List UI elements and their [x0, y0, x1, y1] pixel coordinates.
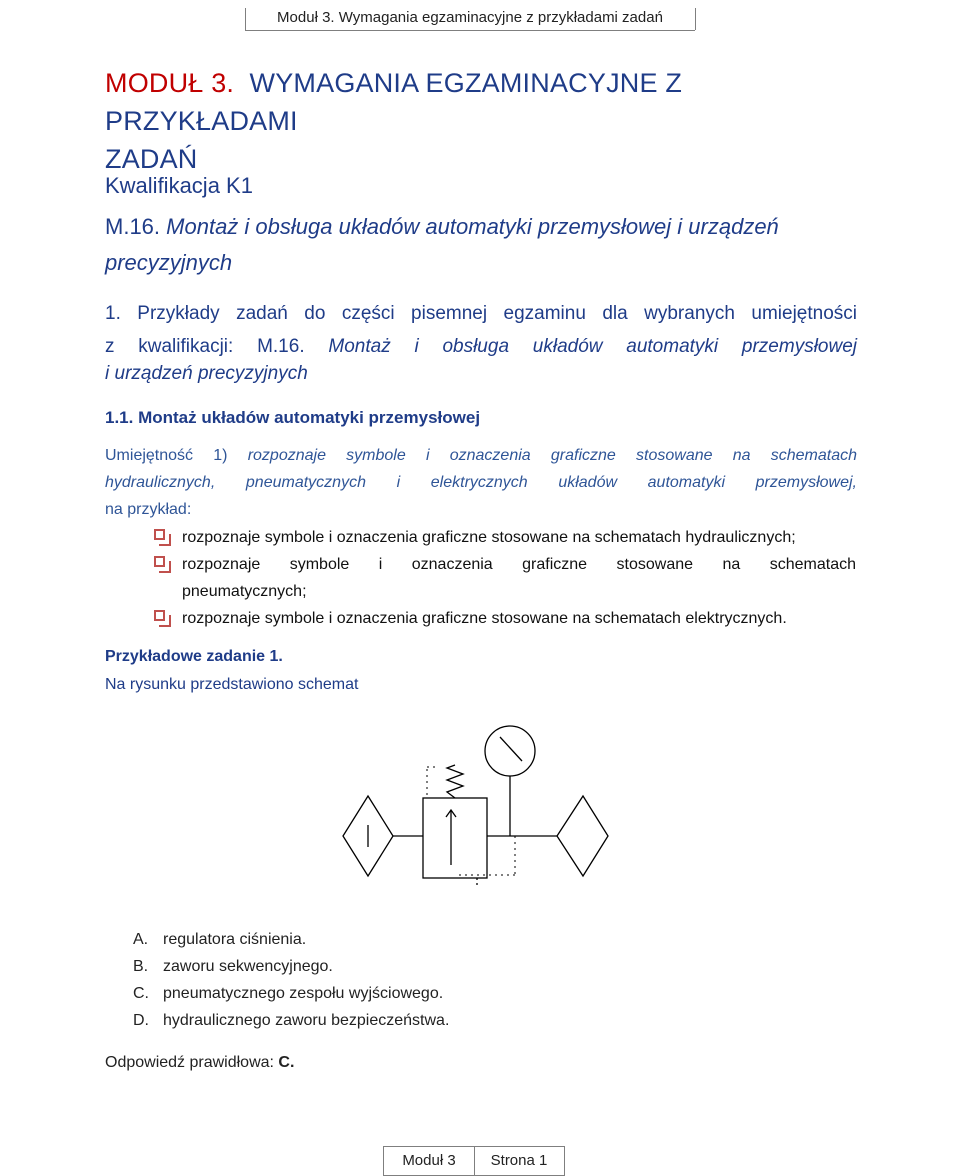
running-title: Moduł 3. Wymagania egzaminacyjne z przykładami zadań [277, 9, 663, 26]
answer-letter: B. [133, 958, 149, 975]
answer-option [133, 980, 449, 1007]
skill-description [105, 442, 857, 523]
header-right-tick [695, 8, 696, 30]
qualification-name [105, 209, 865, 281]
list-item-text: rozpoznaje symbole i oznaczenia graficzne stosowane na schematach hydraulicznych; [182, 529, 796, 546]
example-question: Na rysunku przedstawiono schemat [105, 676, 359, 693]
section-heading [105, 297, 857, 363]
correct-answer [105, 1054, 294, 1072]
answer-text: hydraulicznego zaworu bezpieczeństwa. [163, 1012, 450, 1029]
answer-list [133, 926, 449, 1034]
lubricator-symbol [557, 796, 608, 876]
section-heading-line2-italic: Montaż i obsługa układów automatyki przemysłowej [304, 336, 857, 357]
skill-line2 [105, 469, 857, 496]
qualification-label: Kwalifikacja K1 [105, 173, 253, 198]
skill-line3: na przykład: [105, 501, 192, 518]
list-item-text: pneumatycznych; [182, 583, 307, 600]
qualification-name-line1: Montaż i obsługa układów automatyki przemysłowej i urządzeń [166, 214, 779, 239]
pressure-gauge [485, 726, 535, 776]
list-item-text: rozpoznaje symbole i oznaczenia graficzne stosowane na schematach [182, 556, 856, 573]
skill-prefix: Umiejętność 1) [105, 447, 248, 464]
example-title: Przykładowe zadanie 1. [105, 648, 283, 665]
checkbox-bullet-icon [154, 529, 165, 540]
page-title [105, 64, 865, 178]
qualification-code: M.16. [105, 214, 161, 239]
answer-option [133, 953, 449, 980]
answer-letter: A. [133, 931, 149, 948]
answer-text: pneumatycznego zespołu wyjściowego. [163, 985, 444, 1002]
correct-answer-label: Odpowiedź prawidłowa: [105, 1054, 279, 1071]
title-line1: WYMAGANIA EGZAMINACYJNE Z PRZYKŁADAMI [105, 68, 683, 136]
section-heading-code: M.16. [257, 336, 305, 357]
section-heading-line3: i urządzeń precyzyjnych [105, 363, 308, 384]
skill-line2-italic: hydraulicznych, pneumatycznych i elektrycznych układów automatyki przemysłowej, [105, 474, 857, 491]
header-rule [245, 30, 695, 31]
title-line2: ZADAŃ [105, 144, 198, 174]
module-number: MODUŁ 3. [105, 68, 235, 98]
page-header [0, 0, 960, 34]
answer-text: regulatora ciśnienia. [163, 931, 307, 948]
regulator-body [423, 798, 487, 878]
subsection-title: 1.1. Montaż układów automatyki przemysłowej [105, 408, 481, 427]
pneumatic-schematic-diagram [325, 715, 625, 885]
page-footer [383, 1146, 565, 1176]
skill-line1-italic: rozpoznaje symbole i oznaczenia graficzne stosowane na schematach [247, 447, 857, 464]
checkbox-bullet-icon [154, 610, 165, 621]
section-heading-line2-prefix: z kwalifikacji: [105, 336, 258, 357]
answer-option [133, 926, 449, 953]
skill-line1 [105, 442, 857, 469]
gauge-needle [500, 737, 522, 761]
checkbox-bullet-icon [154, 556, 165, 567]
answer-letter: D. [133, 1012, 149, 1029]
qualification-name-line2: precyzyjnych [105, 250, 233, 275]
correct-answer-value: C. [278, 1054, 295, 1071]
answer-option [133, 1007, 449, 1034]
answer-text: zaworu sekwencyjnego. [163, 958, 333, 975]
spring-symbol [447, 765, 463, 798]
footer-page-number: Strona 1 [490, 1152, 548, 1169]
list-item-text: rozpoznaje symbole i oznaczenia graficzne stosowane na schematach elektrycznych. [182, 610, 787, 627]
footer-module: Moduł 3 [384, 1147, 475, 1175]
answer-letter: C. [133, 985, 149, 1002]
section-heading-line1: 1. Przykłady zadań do części pisemnej egzaminu dla wybranych umiejętności [105, 303, 857, 324]
